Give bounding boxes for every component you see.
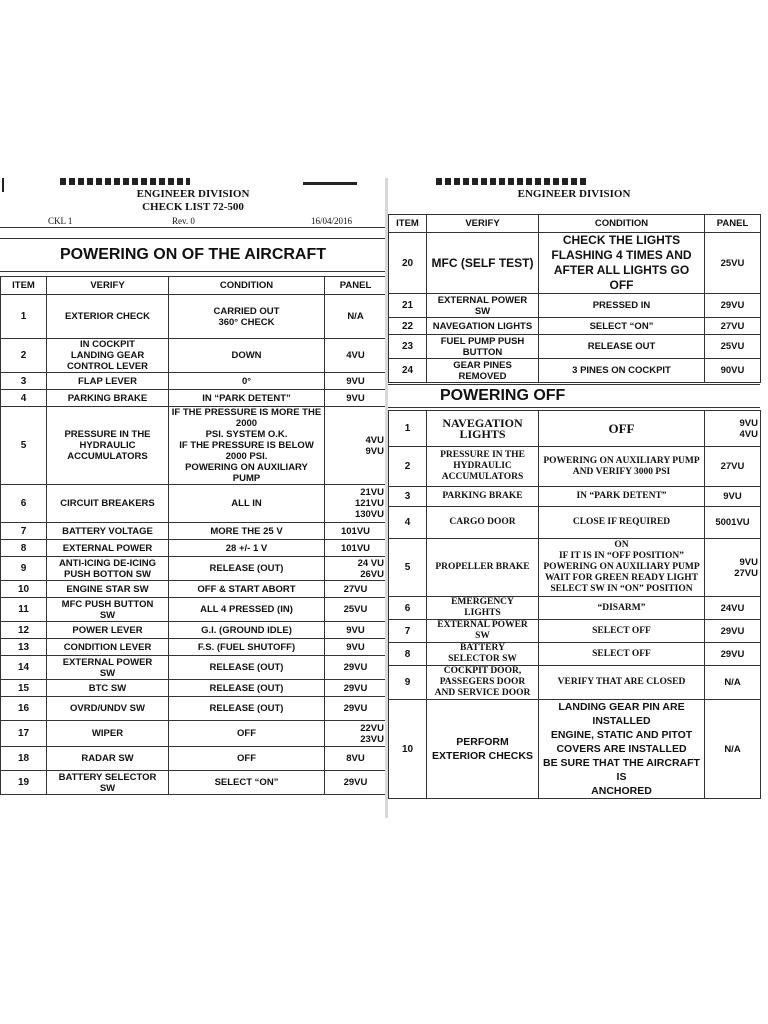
cell-item: 23 xyxy=(389,335,427,359)
table-row xyxy=(1,373,387,390)
cell-item: 6 xyxy=(389,597,427,620)
cell-verify: WIPER xyxy=(47,721,169,747)
cell-panel: 29VU xyxy=(705,294,761,318)
cell-item: 6 xyxy=(1,485,47,523)
document-meta-row xyxy=(0,216,386,228)
cell-condition: VERIFY THAT ARE CLOSED xyxy=(539,666,705,700)
table-row xyxy=(1,747,387,771)
cell-verify: EMERGENCY LIGHTS xyxy=(427,597,539,620)
cell-condition: RELEASE (OUT) xyxy=(169,697,325,721)
division-name: ENGINEER DIVISION xyxy=(517,188,631,200)
cell-item: 2 xyxy=(1,339,47,373)
cell-condition: OFF & START ABORT xyxy=(169,581,325,598)
table-row xyxy=(1,581,387,598)
cell-verify: ANTI-ICING DE-ICING PUSH BOTTON SW xyxy=(47,557,169,581)
cell-verify: GEAR PINES REMOVED xyxy=(427,359,539,383)
section-title-powering-off: POWERING OFF xyxy=(388,384,760,408)
cell-verify: ENGINE STAR SW xyxy=(47,581,169,598)
ckl-number: CKL 1 xyxy=(48,216,73,226)
division-name: ENGINEER DIVISION xyxy=(136,188,250,200)
cell-panel: 9VU 27VU xyxy=(705,539,761,597)
cell-verify: BTC SW xyxy=(47,680,169,697)
table-row xyxy=(1,557,387,581)
cell-panel: 25VU xyxy=(705,233,761,294)
cell-panel: 101VU xyxy=(325,523,387,540)
cell-verify: IN COCKPIT LANDING GEAR CONTROL LEVER xyxy=(47,339,169,373)
table-row xyxy=(389,643,761,666)
cell-condition: SELECT OFF xyxy=(539,620,705,643)
cell-item: 12 xyxy=(1,622,47,639)
cell-condition: 0° xyxy=(169,373,325,390)
cut-off-header-text xyxy=(436,178,586,185)
cell-panel: 29VU xyxy=(325,771,387,795)
cell-item: 24 xyxy=(389,359,427,383)
table-row xyxy=(1,339,387,373)
table-row xyxy=(389,359,761,383)
cell-item: 2 xyxy=(389,447,427,487)
cell-verify: FLAP LEVER xyxy=(47,373,169,390)
cell-verify: EXTERNAL POWER xyxy=(47,540,169,557)
cell-item: 9 xyxy=(1,557,47,581)
cell-item: 1 xyxy=(1,295,47,339)
cell-condition: IN “PARK DETENT” xyxy=(539,487,705,507)
cell-condition: ALL IN xyxy=(169,485,325,523)
table-header-row xyxy=(1,277,387,295)
cell-item: 11 xyxy=(1,598,47,622)
cell-panel: 90VU xyxy=(705,359,761,383)
table-row xyxy=(389,597,761,620)
table-row xyxy=(1,721,387,747)
section-title-powering-on: POWERING ON OF THE AIRCRAFT xyxy=(0,238,386,272)
right-page xyxy=(388,178,760,818)
cell-condition: 3 PINES ON COCKPIT xyxy=(539,359,705,383)
cell-verify: OVRD/UNDV SW xyxy=(47,697,169,721)
cell-condition: IN “PARK DETENT” xyxy=(169,390,325,407)
column-header-condition: CONDITION xyxy=(169,277,325,295)
cell-panel: 29VU xyxy=(705,643,761,666)
table-row xyxy=(389,318,761,335)
cell-item: 16 xyxy=(1,697,47,721)
cell-verify: NAVEGATION LIGHTS xyxy=(427,318,539,335)
cell-item: 18 xyxy=(1,747,47,771)
cell-condition: ON IF IT IS IN “OFF POSITION” POWERING ON AUXILIARY PUMP WAIT FOR GREEN READY LIGHT SELECT SW IN “ON” POSITION xyxy=(539,539,705,597)
cell-verify: BATTERY VOLTAGE xyxy=(47,523,169,540)
table-row xyxy=(389,507,761,539)
cell-condition: OFF xyxy=(169,747,325,771)
cell-condition: IF THE PRESSURE IS MORE THE 2000 PSI. SYSTEM O.K. IF THE PRESSURE IS BELOW 2000 PSI. POWERING ON AUXILIARY PUMP xyxy=(169,407,325,485)
cell-verify: MFC PUSH BUTTON SW xyxy=(47,598,169,622)
cell-item: 13 xyxy=(1,639,47,656)
cell-verify: NAVEGATION LIGHTS xyxy=(427,411,539,447)
cell-panel: 8VU xyxy=(325,747,387,771)
column-header-item: ITEM xyxy=(389,215,427,233)
column-header-verify: VERIFY xyxy=(47,277,169,295)
cell-item: 10 xyxy=(389,700,427,799)
cell-item: 21 xyxy=(389,294,427,318)
cell-panel: 4VU 9VU xyxy=(325,407,387,485)
table-row xyxy=(1,598,387,622)
cell-verify: EXTERIOR CHECK xyxy=(47,295,169,339)
table-row xyxy=(389,539,761,597)
table-row xyxy=(1,407,387,485)
cell-item: 5 xyxy=(1,407,47,485)
cell-panel: 27VU xyxy=(325,581,387,598)
cell-verify: CIRCUIT BREAKERS xyxy=(47,485,169,523)
cell-condition: CARRIED OUT 360° CHECK xyxy=(169,295,325,339)
cell-item: 8 xyxy=(1,540,47,557)
column-header-panel: PANEL xyxy=(325,277,387,295)
cell-verify: PRESSURE IN THE HYDRAULIC ACCUMULATORS xyxy=(47,407,169,485)
cell-panel: 4VU xyxy=(325,339,387,373)
cell-panel: 24VU xyxy=(705,597,761,620)
cell-panel: 9VU xyxy=(325,373,387,390)
cell-panel: 21VU 121VU 130VU xyxy=(325,485,387,523)
table-row xyxy=(389,294,761,318)
cell-condition: RELEASE OUT xyxy=(539,335,705,359)
cell-panel: 9VU xyxy=(705,487,761,507)
cell-panel: N/A xyxy=(325,295,387,339)
cell-condition: 28 +/- 1 V xyxy=(169,540,325,557)
cell-verify: POWER LEVER xyxy=(47,622,169,639)
cell-item: 3 xyxy=(389,487,427,507)
cell-condition: LANDING GEAR PIN ARE INSTALLED ENGINE, STATIC AND PITOT COVERS ARE INSTALLED BE SURE THAT THE AIRCRAFT IS ANCHORED xyxy=(539,700,705,799)
table-row xyxy=(1,485,387,523)
powering-off-table xyxy=(388,410,761,799)
cell-panel: N/A xyxy=(705,666,761,700)
cell-verify: PARKING BRAKE xyxy=(427,487,539,507)
cell-item: 4 xyxy=(389,507,427,539)
cell-condition: SELECT “ON” xyxy=(539,318,705,335)
cell-panel: 29VU xyxy=(325,680,387,697)
table-row xyxy=(389,487,761,507)
cell-panel: 22VU 23VU xyxy=(325,721,387,747)
table-row xyxy=(1,697,387,721)
cell-item: 19 xyxy=(1,771,47,795)
table-row xyxy=(1,639,387,656)
cell-condition: CLOSE IF REQUIRED xyxy=(539,507,705,539)
cell-condition: ALL 4 PRESSED (IN) xyxy=(169,598,325,622)
cell-verify: BATTERY SELECTOR SW xyxy=(427,643,539,666)
table-row xyxy=(1,523,387,540)
cell-verify: EXTERNAL POWER SW xyxy=(427,620,539,643)
cell-verify: RADAR SW xyxy=(47,747,169,771)
cell-item: 15 xyxy=(1,680,47,697)
cell-item: 1 xyxy=(389,411,427,447)
cell-verify: BATTERY SELECTOR SW xyxy=(47,771,169,795)
table-row xyxy=(389,666,761,700)
table-row xyxy=(389,411,761,447)
cell-item: 7 xyxy=(1,523,47,540)
column-header-condition: CONDITION xyxy=(539,215,705,233)
left-header xyxy=(0,188,386,214)
cell-verify: PROPELLER BRAKE xyxy=(427,539,539,597)
cell-verify: CARGO DOOR xyxy=(427,507,539,539)
cell-condition: CHECK THE LIGHTS FLASHING 4 TIMES AND AFTER ALL LIGHTS GO OFF xyxy=(539,233,705,294)
cell-condition: DOWN xyxy=(169,339,325,373)
cell-panel: 9VU xyxy=(325,639,387,656)
checklist-sheet xyxy=(0,178,768,818)
cell-condition: MORE THE 25 V xyxy=(169,523,325,540)
column-header-item: ITEM xyxy=(1,277,47,295)
table-row xyxy=(1,656,387,680)
cell-panel: 25VU xyxy=(325,598,387,622)
cell-condition: G.I. (GROUND IDLE) xyxy=(169,622,325,639)
cell-verify: MFC (SELF TEST) xyxy=(427,233,539,294)
cell-panel: 24 VU 26VU xyxy=(325,557,387,581)
checklist-number: CHECK LIST 72-500 xyxy=(142,201,244,213)
cell-verify: EXTERNAL POWER SW xyxy=(427,294,539,318)
issue-date: 16/04/2016 xyxy=(311,216,353,226)
cell-verify: PARKING BRAKE xyxy=(47,390,169,407)
cell-item: 8 xyxy=(389,643,427,666)
cell-item: 4 xyxy=(1,390,47,407)
cell-condition: OFF xyxy=(169,721,325,747)
cut-off-header-text xyxy=(60,178,190,185)
cell-condition: POWERING ON AUXILIARY PUMP AND VERIFY 3000 PSI xyxy=(539,447,705,487)
cell-condition: OFF xyxy=(539,411,705,447)
table-row xyxy=(1,680,387,697)
cell-panel: 27VU xyxy=(705,447,761,487)
cell-verify: FUEL PUMP PUSH BUTTON xyxy=(427,335,539,359)
table-row xyxy=(389,447,761,487)
cell-item: 7 xyxy=(389,620,427,643)
cell-item: 3 xyxy=(1,373,47,390)
column-header-panel: PANEL xyxy=(705,215,761,233)
cell-panel: 101VU xyxy=(325,540,387,557)
table-row xyxy=(389,620,761,643)
table-row xyxy=(389,335,761,359)
table-row xyxy=(1,295,387,339)
cell-panel: 29VU xyxy=(705,620,761,643)
table-row xyxy=(389,233,761,294)
cell-panel: 29VU xyxy=(325,697,387,721)
cell-verify: CONDITION LEVER xyxy=(47,639,169,656)
powering-on-table xyxy=(0,276,387,795)
cut-off-header-rule xyxy=(303,182,357,185)
right-header xyxy=(388,188,760,201)
table-row xyxy=(1,540,387,557)
cell-item: 9 xyxy=(389,666,427,700)
cell-item: 14 xyxy=(1,656,47,680)
table-row xyxy=(1,622,387,639)
cell-item: 17 xyxy=(1,721,47,747)
cell-condition: PRESSED IN xyxy=(539,294,705,318)
cell-panel: 29VU xyxy=(325,656,387,680)
cell-panel: 9VU xyxy=(325,622,387,639)
cell-verify: COCKPIT DOOR, PASSEGERS DOOR AND SERVICE DOOR xyxy=(427,666,539,700)
powering-on-continued-table xyxy=(388,214,761,383)
cell-condition: RELEASE (OUT) xyxy=(169,680,325,697)
cell-panel: 27VU xyxy=(705,318,761,335)
cell-condition: RELEASE (OUT) xyxy=(169,557,325,581)
cell-panel: 9VU xyxy=(325,390,387,407)
table-header-row xyxy=(389,215,761,233)
cell-verify: PERFORM EXTERIOR CHECKS xyxy=(427,700,539,799)
cell-item: 22 xyxy=(389,318,427,335)
cell-condition: SELECT “ON” xyxy=(169,771,325,795)
cell-condition: SELECT OFF xyxy=(539,643,705,666)
cell-condition: “DISARM” xyxy=(539,597,705,620)
table-row xyxy=(1,390,387,407)
cell-verify: EXTERNAL POWER SW xyxy=(47,656,169,680)
cell-panel: 9VU 4VU xyxy=(705,411,761,447)
cell-verify: PRESSURE IN THE HYDRAULIC ACCUMULATORS xyxy=(427,447,539,487)
cell-item: 5 xyxy=(389,539,427,597)
cell-panel: 25VU xyxy=(705,335,761,359)
left-page xyxy=(0,178,386,818)
cell-condition: RELEASE (OUT) xyxy=(169,656,325,680)
table-row xyxy=(1,771,387,795)
cell-panel: N/A xyxy=(705,700,761,799)
cell-panel: 5001VU xyxy=(705,507,761,539)
cell-item: 20 xyxy=(389,233,427,294)
table-row xyxy=(389,700,761,799)
column-header-verify: VERIFY xyxy=(427,215,539,233)
cell-item: 10 xyxy=(1,581,47,598)
cell-condition: F.S. (FUEL SHUTOFF) xyxy=(169,639,325,656)
revision: Rev. 0 xyxy=(172,216,195,226)
